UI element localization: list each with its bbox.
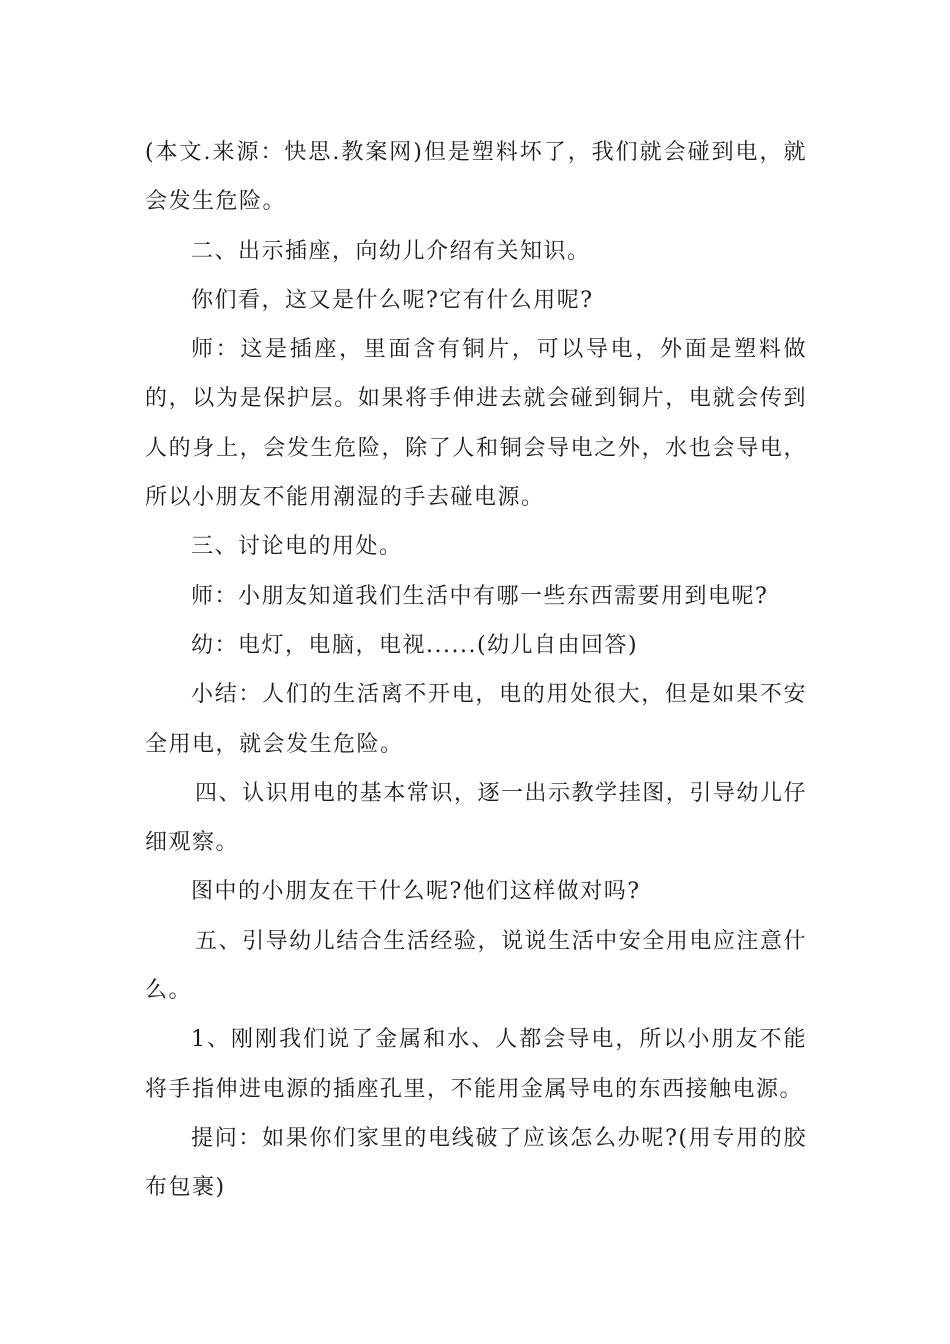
paragraph-teacher-explanation: 师：这是插座，里面含有铜片，可以导电，外面是塑料做的，以为是保护层。如果将手伸进去就会碰到铜片，电就会传到人的身上，会发生危险，除了人和铜会导电之外，水也会导电，所以小朋友不能用潮湿的手去碰电源。 [145,337,807,511]
paragraph-question: 你们看，这又是什么呢?它有什么用呢? [191,287,594,313]
section-heading-5: 五、引导幼儿结合生活经验，说说生活中安全用电应注意什么。 [145,928,807,1004]
section-heading-2: 二、出示插座，向幼儿介绍有关知识。 [191,238,591,264]
paragraph-child-answer: 幼：电灯，电脑，电视......(幼儿自由回答) [191,632,639,658]
section-heading-4: 四、认识用电的基本常识，逐一出示教学挂图，引导幼儿仔细观察。 [145,780,807,856]
paragraph-prompt-question: 提问：如果你们家里的电线破了应该怎么办呢?(用专用的胶布包裹) [145,1125,807,1201]
paragraph-summary: 小结：人们的生活离不开电，电的用处很大，但是如果不安全用电，就会发生危险。 [145,682,807,757]
paragraph-continuation: (本文.来源：快思.教案网)但是塑料坏了，我们就会碰到电，就会发生危险。 [145,140,807,215]
paragraph-teacher-question: 师：小朋友知道我们生活中有哪一些东西需要用到电呢? [191,583,769,609]
paragraph-point-1: 1、刚刚我们说了金属和水、人都会导电，所以小朋友不能将手指伸进电源的插座孔里，不能用金属导电的东西接触电源。 [145,1027,807,1102]
document-body [145,128,807,1213]
paragraph-picture-question: 图中的小朋友在干什么呢?他们这样做对吗? [191,879,641,905]
section-heading-3: 三、讨论电的用处。 [191,534,403,560]
